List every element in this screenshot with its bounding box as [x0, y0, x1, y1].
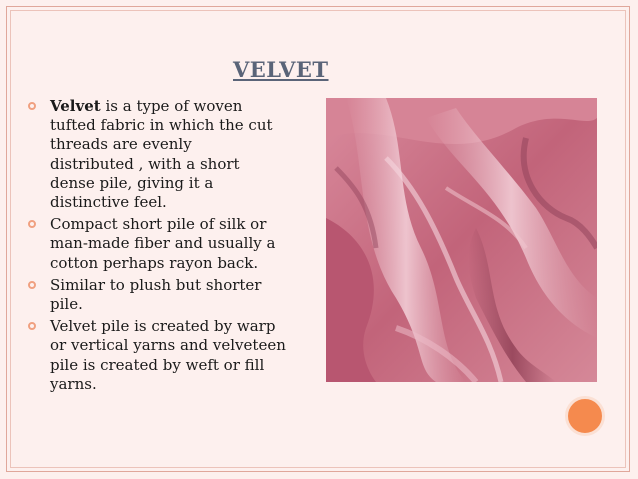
bullet-item-2: [28, 215, 308, 273]
bullet-bold-text: Velvet: [50, 97, 101, 115]
bullet-item-3: [28, 276, 308, 314]
bullet-icon: [28, 281, 36, 289]
bullet-item-4: [28, 317, 308, 394]
velvet-fabric-photo: [326, 98, 597, 382]
accent-circle-icon: [565, 396, 605, 436]
bullet-text-1: [50, 97, 280, 212]
slide-title: VELVET: [233, 57, 329, 82]
bullet-icon: [28, 322, 36, 330]
bullet-icon: [28, 220, 36, 228]
bullet-body-text: Compact short pile of silk or man-made fiber and usually a cotton perhaps rayon back.: [50, 215, 276, 272]
bullet-item-1: [28, 97, 308, 212]
bullet-body-text: is a type of woven tufted fabric in which the cut threads are evenly distributed , with a short dense pile, giving it a distinctive feel.: [50, 97, 273, 212]
fabric-illustration: [326, 98, 597, 382]
bullet-body-text: Similar to plush but shorter pile.: [50, 275, 262, 314]
bullet-body-text: Velvet pile is created by warp or vertical yarns and velveteen pile is created by weft or fill yarns.: [50, 317, 286, 393]
bullet-list: [28, 97, 308, 397]
bullet-icon: [28, 102, 36, 110]
